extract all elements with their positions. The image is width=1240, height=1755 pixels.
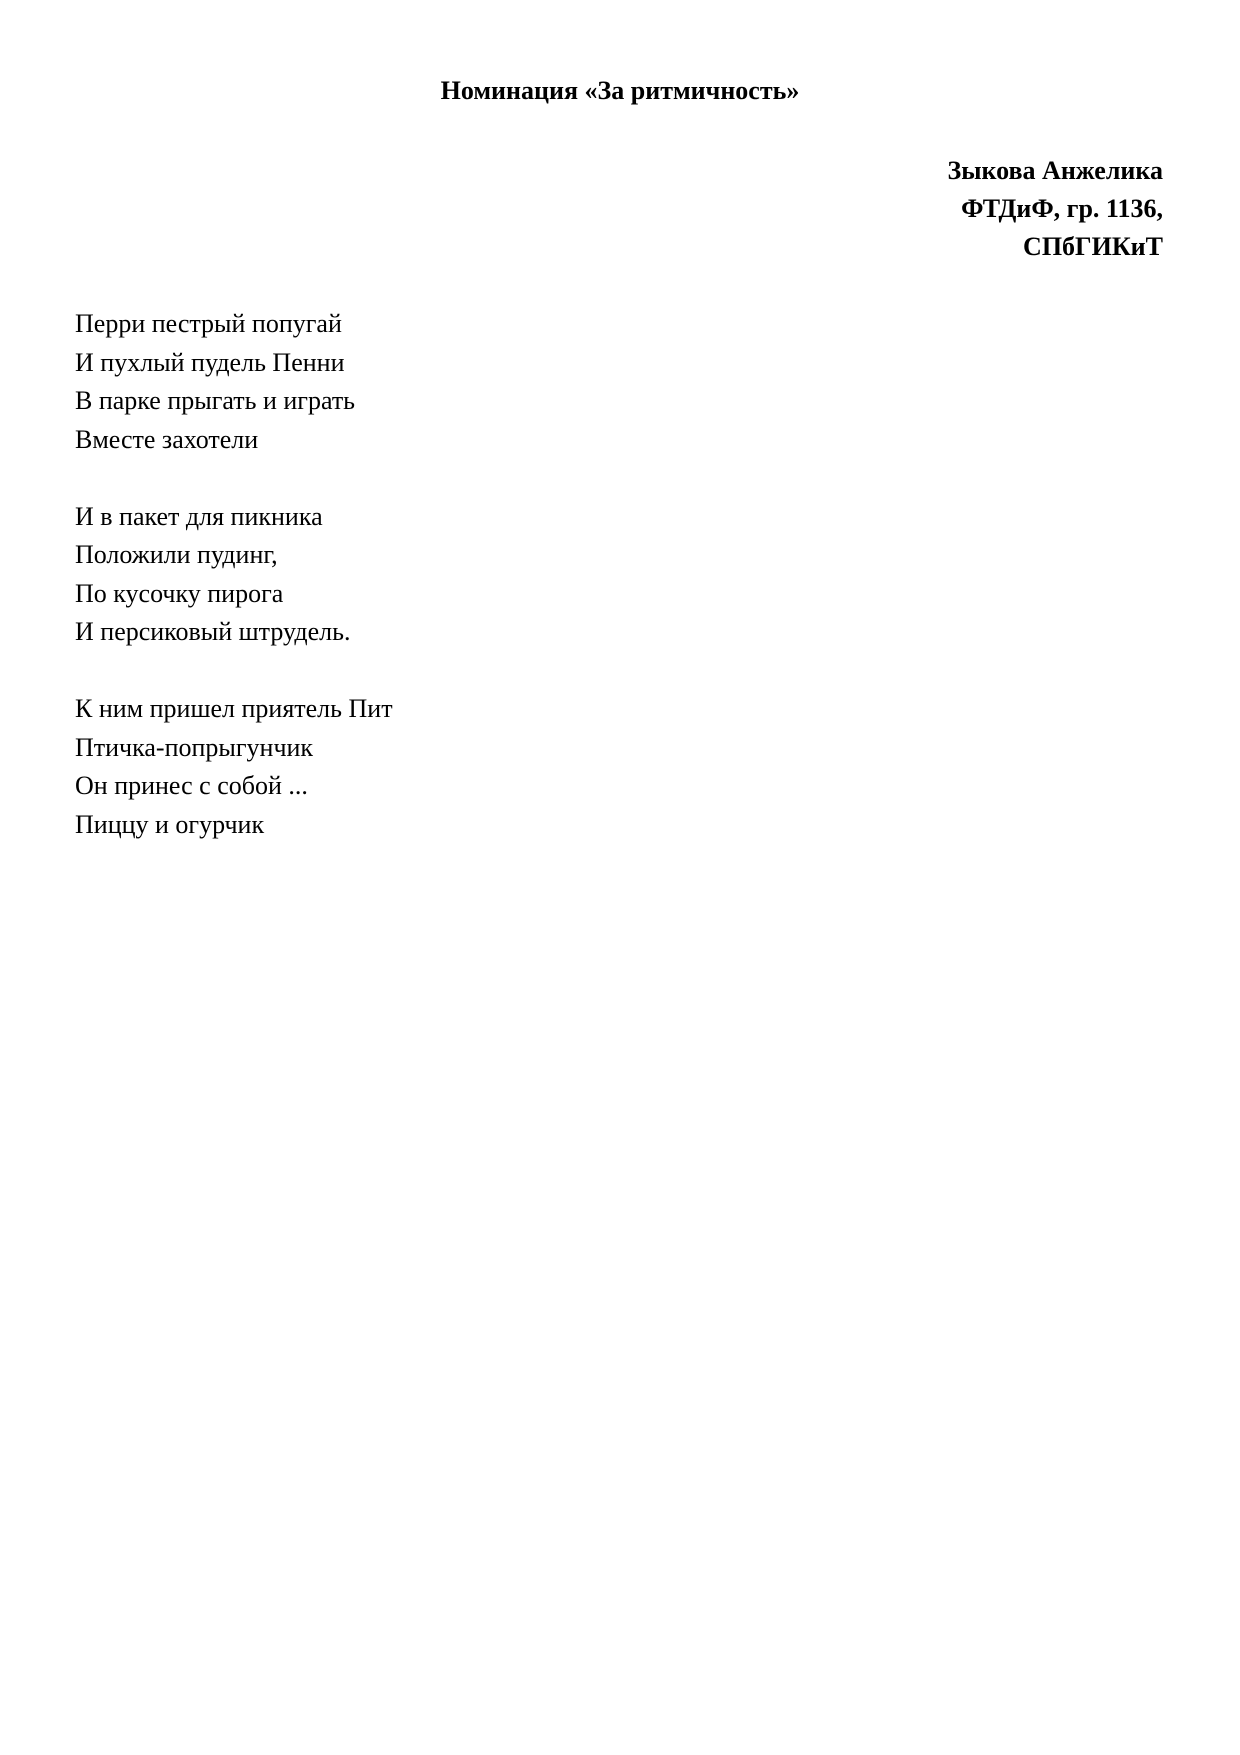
author-institution: СПбГИКиТ — [1023, 232, 1163, 261]
author-name: Зыкова Анжелика — [947, 156, 1163, 185]
poem-line: Пиццу и огурчик — [75, 809, 265, 839]
poem-line: Он принес с собой ... — [75, 771, 308, 800]
poem-line: И пухлый пудель Пенни — [75, 347, 345, 377]
poem-line: К ним пришел приятель Пит — [75, 694, 393, 723]
author-block — [947, 152, 1163, 266]
author-group: ФТДиФ, гр. 1136, — [961, 194, 1163, 223]
poem-stanza — [75, 498, 393, 652]
poem-line: Вместе захотели — [75, 424, 259, 454]
poem-line: И в пакет для пикника — [75, 501, 323, 531]
poem-line: По кусочку пирога — [75, 578, 284, 608]
poem-stanza — [75, 305, 393, 459]
poem-line: Перри пестрый попугай — [75, 309, 342, 338]
poem-line: Птичка-попрыгунчик — [75, 732, 314, 762]
poem — [75, 305, 393, 883]
poem-line: И персиковый штрудель. — [75, 617, 351, 646]
poem-stanza — [75, 690, 393, 844]
nomination-title: Номинация «За ритмичность» — [440, 76, 800, 105]
poem-line: Положили пудинг, — [75, 540, 278, 569]
poem-line: В парке прыгать и играть — [75, 386, 356, 415]
